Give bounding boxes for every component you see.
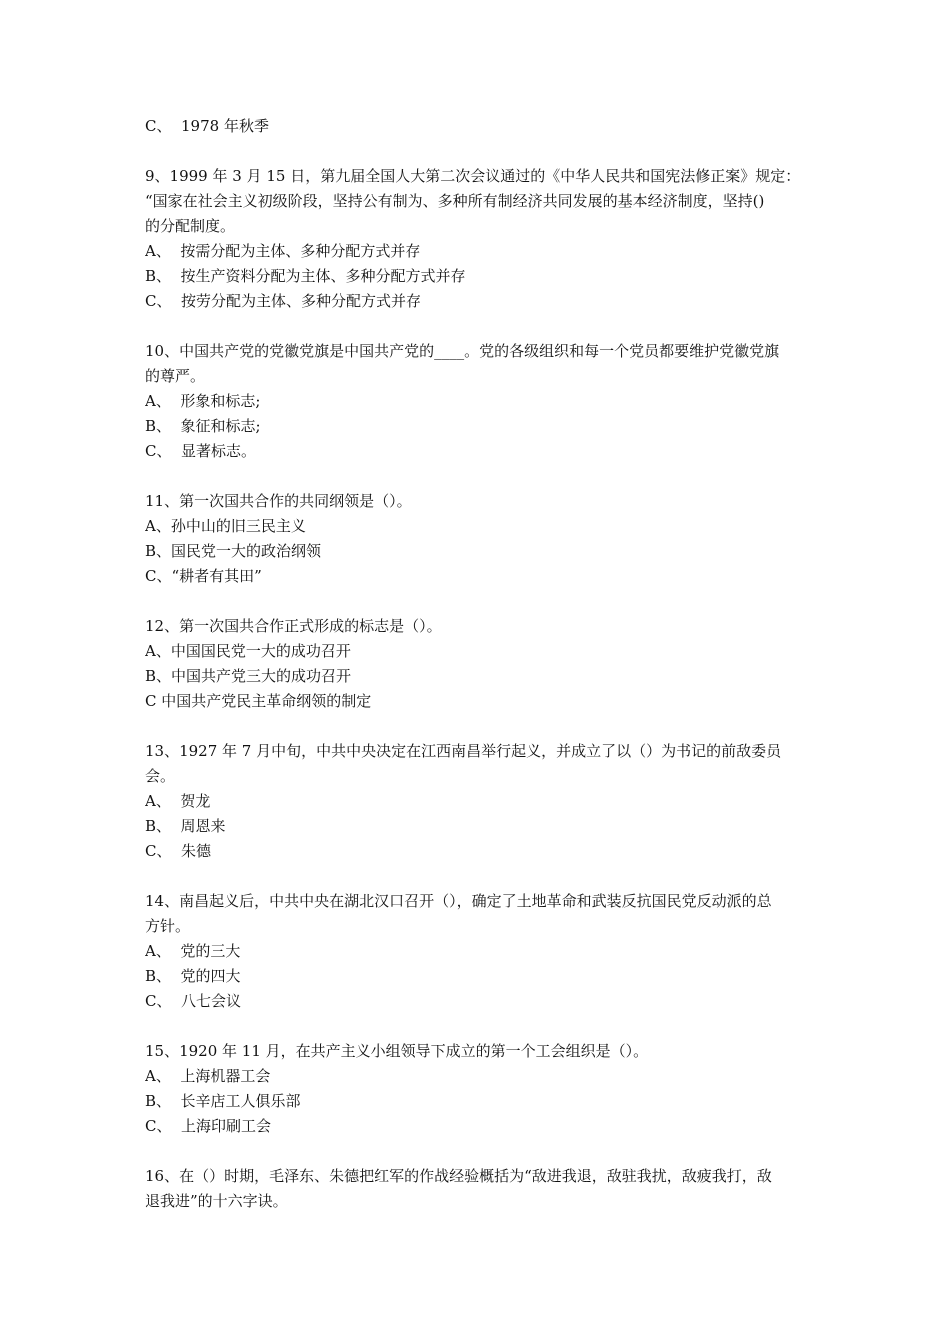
question-stem-line: 的尊严。: [145, 367, 206, 385]
option-b: B、 象征和标志;: [145, 417, 261, 435]
spacer: [145, 714, 810, 739]
option-c-1978-autumn: C、 1978 年秋季: [145, 117, 269, 135]
question-10: [145, 339, 810, 464]
option-c: C、 朱德: [145, 842, 212, 860]
question-stem-line: 的分配制度。: [145, 217, 236, 235]
option-a: A、 上海机器工会: [145, 1067, 271, 1085]
option-c: C、“耕者有其田”: [145, 567, 262, 585]
option-b: B、 长辛店工人俱乐部: [145, 1092, 301, 1110]
spacer: [145, 464, 810, 489]
question-stem-line: 9、1999 年 3 月 15 日，第九届全国人大第二次会议通过的《中华人民共和国宪法修正案》规定：: [145, 167, 801, 185]
question-9: [145, 164, 810, 314]
question-11: [145, 489, 810, 589]
question-stem-line: 14、南昌起义后，中共中央在湖北汉口召开（），确定了土地革命和武装反抗国民党反动派的总: [145, 892, 772, 910]
option-b: B、国民党一大的政治纲领: [145, 542, 322, 560]
option-a: A、 按需分配为主体、多种分配方式并存: [145, 242, 421, 260]
option-a: A、中国国民党一大的成功召开: [145, 642, 351, 660]
spacer: [145, 314, 810, 339]
option-a: A、 贺龙: [145, 792, 211, 810]
question-16: [145, 1164, 810, 1214]
spacer: [145, 864, 810, 889]
question-14: [145, 889, 810, 1014]
question-15: [145, 1039, 810, 1139]
option-b: B、 周恩来: [145, 817, 226, 835]
question-stem-line: 11、第一次国共合作的共同纲领是（）。: [145, 492, 412, 510]
question-stem-line: 13、1927 年 7 月中旬，中共中央决定在江西南昌举行起义，并成立了以（）为书记的前敌委员: [145, 742, 782, 760]
option-a: A、孙中山的旧三民主义: [145, 517, 306, 535]
option-b: B、中国共产党三大的成功召开: [145, 667, 352, 685]
spacer: [145, 589, 810, 614]
question-stem-line: 会。: [145, 767, 176, 785]
option-c: C、 按劳分配为主体、多种分配方式并存: [145, 292, 422, 310]
spacer: [145, 1014, 810, 1039]
option-a: A、 形象和标志;: [145, 392, 261, 410]
question-stem-line: 10、中国共产党的党徽党旗是中国共产党的____。党的各级组织和每一个党员都要维护党徽党旗: [145, 342, 780, 360]
option-b: B、 党的四大: [145, 967, 241, 985]
option-b: B、 按生产资料分配为主体、多种分配方式并存: [145, 267, 466, 285]
question-stem-line: 方针。: [145, 917, 191, 935]
document-page: [145, 114, 810, 1214]
question-stem-line: 15、1920 年 11 月，在共产主义小组领导下成立的第一个工会组织是（）。: [145, 1042, 649, 1060]
question-12: [145, 614, 810, 714]
option-a: A、 党的三大: [145, 942, 241, 960]
option-c: C、 显著标志。: [145, 442, 257, 460]
question-stem-line: 12、第一次国共合作正式形成的标志是（）。: [145, 617, 442, 635]
question-stem-line: 16、在（）时期，毛泽东、朱德把红军的作战经验概括为“敌进我退，敌驻我扰，敌疲我打，敌: [145, 1167, 772, 1185]
question-stem-line: 退我进”的十六字诀。: [145, 1192, 288, 1210]
spacer: [145, 1139, 810, 1164]
spacer: [145, 139, 810, 164]
option-c: C 中国共产党民主革命纲领的制定: [145, 692, 372, 710]
option-c: C、 上海印刷工会: [145, 1117, 272, 1135]
option-c: C、 八七会议: [145, 992, 242, 1010]
question-13: [145, 739, 810, 864]
question-stem-line: “国家在社会主义初级阶段，坚持公有制为、多种所有制经济共同发展的基本经济制度，坚持(): [145, 192, 765, 210]
